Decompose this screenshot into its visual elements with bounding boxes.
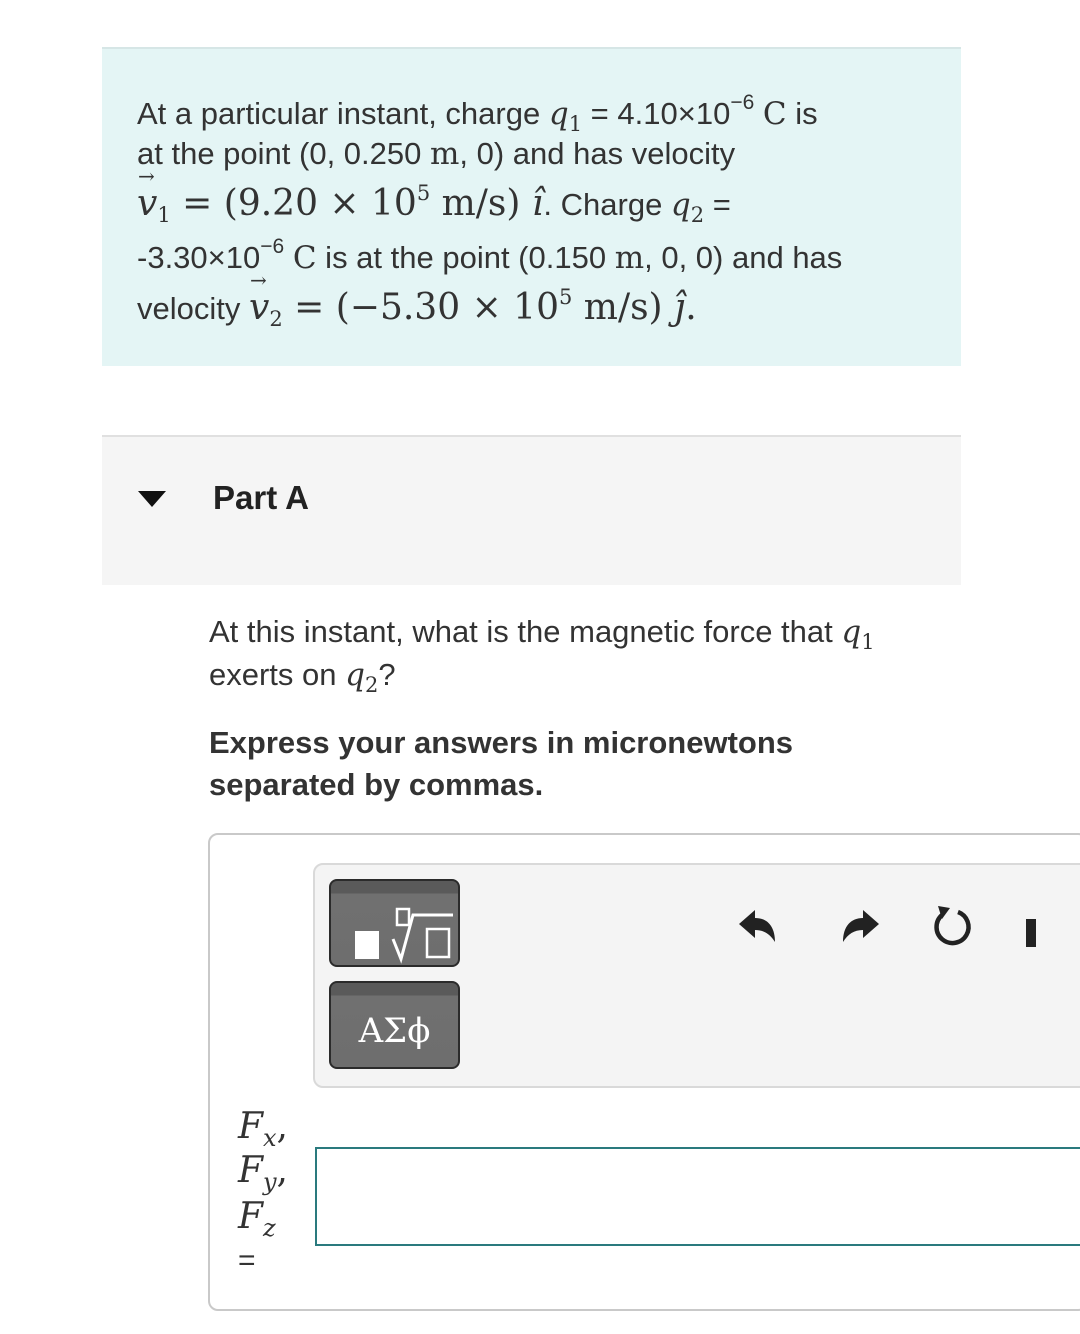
q1-symbol: q: [841, 614, 862, 650]
equals-label: =: [238, 1244, 256, 1277]
fz-label: [238, 1196, 276, 1242]
q1-symbol: q: [548, 96, 569, 132]
redo-icon[interactable]: [835, 902, 883, 950]
fx-label: [238, 1106, 288, 1152]
f-symbol: F: [238, 1150, 263, 1191]
velocity-expression: = (9.20 × 10: [170, 183, 417, 224]
subscript: 1: [861, 630, 875, 654]
text: -3.30×10: [137, 240, 261, 275]
unit: m/s): [430, 183, 532, 224]
exponent: −6: [730, 91, 755, 114]
text: , 0, 0) and has: [644, 240, 843, 275]
subscript: y: [262, 1168, 277, 1196]
unit: m: [614, 240, 645, 276]
problem-statement: [102, 47, 961, 366]
unit: m: [430, 136, 460, 172]
j-hat-symbol: ĵ: [674, 287, 686, 328]
text: =: [704, 187, 731, 222]
problem-line-4: [137, 235, 842, 276]
velocity-expression: = (−5.30 × 10: [282, 287, 559, 328]
question-line-1: [209, 614, 875, 654]
keyboard-icon[interactable]: [1022, 902, 1070, 950]
problem-line-1: [137, 91, 818, 136]
q2-symbol: q: [345, 657, 365, 693]
i-hat-symbol: î: [531, 183, 544, 224]
undo-icon[interactable]: [735, 902, 783, 950]
text: ?: [378, 657, 396, 692]
subscript: 2: [364, 673, 379, 697]
text: is at the point (0.150: [316, 240, 615, 275]
instruction-line-1: Express your answers in micronewtons: [209, 725, 794, 760]
comma: ,: [276, 1150, 288, 1191]
templates-icon: [331, 881, 462, 969]
greek-symbols-label: ΑΣϕ: [358, 1011, 431, 1051]
text: exerts on: [209, 657, 346, 692]
text: at the point (0, 0.250: [137, 136, 430, 171]
exponent: −6: [260, 235, 285, 258]
subscript: 1: [157, 203, 171, 227]
fy-label: [238, 1150, 288, 1196]
f-symbol: F: [238, 1106, 263, 1147]
exponent: 5: [558, 285, 573, 309]
problem-line-5: [137, 285, 697, 331]
part-a-header[interactable]: [102, 435, 961, 585]
question-line-2: [209, 657, 396, 697]
text: .: [685, 287, 697, 328]
v1-symbol: → v: [137, 183, 157, 224]
v2-symbol: → v: [249, 287, 269, 328]
text: At this instant, what is the magnetic force that: [209, 614, 842, 649]
subscript: 1: [568, 112, 583, 136]
unit: C: [762, 96, 787, 132]
subscript: 2: [690, 203, 705, 227]
greek-symbols-button[interactable]: [329, 981, 460, 1069]
collapse-caret-icon[interactable]: [138, 491, 166, 507]
unit: m/s): [572, 287, 675, 328]
subscript: z: [262, 1214, 276, 1242]
text: velocity: [137, 291, 249, 326]
text: = 4.10×10: [582, 96, 731, 131]
q2-symbol: q: [670, 187, 691, 223]
unit: C: [292, 240, 317, 276]
templates-button[interactable]: [329, 879, 460, 967]
answer-input[interactable]: [315, 1147, 1080, 1246]
reset-icon[interactable]: [928, 902, 976, 950]
subscript: 2: [269, 307, 283, 331]
exponent: 5: [416, 181, 431, 205]
text: is: [786, 96, 818, 131]
text: At a particular instant, charge: [137, 96, 549, 131]
problem-line-3: [137, 181, 731, 227]
problem-line-2: [137, 136, 735, 172]
comma: ,: [276, 1106, 288, 1147]
text: . Charge: [543, 187, 671, 222]
f-symbol: F: [238, 1196, 263, 1237]
part-title: Part A: [213, 479, 309, 516]
subscript: x: [262, 1124, 277, 1152]
text: , 0) and has velocity: [459, 136, 736, 171]
instruction-line-2: separated by commas.: [209, 767, 544, 802]
